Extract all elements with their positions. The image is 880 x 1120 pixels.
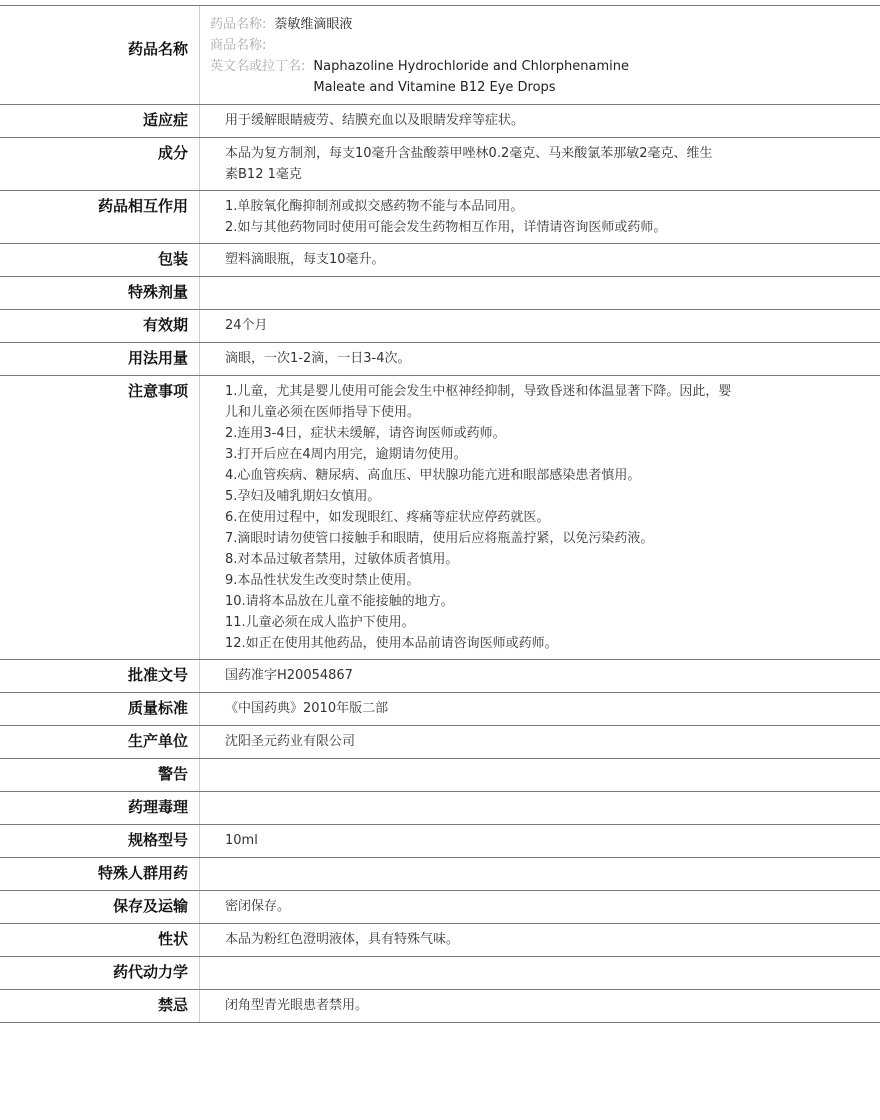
name-block bbox=[200, 6, 880, 104]
row-special-populations bbox=[0, 858, 880, 891]
english-name-value bbox=[313, 56, 629, 98]
row-value bbox=[200, 726, 880, 758]
trade-name-key: 商品名称: bbox=[210, 38, 267, 53]
value-line: 12.如正在使用其他药品，使用本品前请咨询医师或药师。 bbox=[225, 636, 558, 651]
row-label: 性状 bbox=[0, 924, 200, 956]
row-value bbox=[200, 191, 880, 243]
row-value bbox=[200, 891, 880, 923]
trade-name-line bbox=[210, 35, 880, 56]
row-value bbox=[200, 244, 880, 276]
row-specification bbox=[0, 825, 880, 858]
value-line: 24个月 bbox=[225, 318, 268, 333]
row-pharmacology-toxicology bbox=[0, 792, 880, 825]
row-value bbox=[200, 660, 880, 692]
generic-name-key: 药品名称: bbox=[210, 17, 267, 32]
row-label: 包装 bbox=[0, 244, 200, 276]
row-label: 注意事项 bbox=[0, 376, 200, 659]
value-line: 9.本品性状发生改变时禁止使用。 bbox=[225, 573, 420, 588]
row-special-dosage bbox=[0, 277, 880, 310]
row-value bbox=[200, 138, 880, 190]
generic-name-line bbox=[210, 14, 880, 35]
value-line: 10ml bbox=[225, 833, 258, 848]
row-value bbox=[200, 277, 880, 309]
value-line: 1.单胺氧化酶抑制剂或拟交感药物不能与本品同用。 bbox=[225, 199, 524, 214]
value-line: 5.孕妇及哺乳期妇女慎用。 bbox=[225, 489, 381, 504]
value-line: 本品为复方制剂，每支10毫升含盐酸萘甲唑林0.2毫克、马来酸氯苯那敏2毫克、维生 bbox=[225, 146, 713, 161]
value-line: 素B12 1毫克 bbox=[225, 167, 302, 182]
row-value bbox=[200, 693, 880, 725]
row-label: 批准文号 bbox=[0, 660, 200, 692]
english-name-line bbox=[210, 56, 880, 98]
row-value bbox=[200, 792, 880, 824]
row-label: 警告 bbox=[0, 759, 200, 791]
row-label: 保存及运输 bbox=[0, 891, 200, 923]
row-contraindications bbox=[0, 990, 880, 1023]
row-label: 禁忌 bbox=[0, 990, 200, 1022]
attribute-rows bbox=[0, 105, 880, 1023]
row-appearance bbox=[0, 924, 880, 957]
row-label: 药品相互作用 bbox=[0, 191, 200, 243]
value-line: 6.在使用过程中，如发现眼红、疼痛等症状应停药就医。 bbox=[225, 510, 550, 525]
value-line: 塑料滴眼瓶，每支10毫升。 bbox=[225, 252, 385, 267]
row-value bbox=[200, 376, 880, 659]
value-line: 用于缓解眼睛疲劳、结膜充血以及眼睛发痒等症状。 bbox=[225, 113, 525, 128]
row-pharmacokinetics bbox=[0, 957, 880, 990]
value-line: 1.儿童，尤其是婴儿使用可能会发生中枢神经抑制，导致昏迷和体温显著下降。因此，婴 bbox=[225, 384, 732, 399]
row-value bbox=[200, 825, 880, 857]
value-line: 本品为粉红色澄明液体，具有特殊气味。 bbox=[225, 932, 460, 947]
row-value bbox=[200, 759, 880, 791]
value-line: 儿和儿童必须在医师指导下使用。 bbox=[225, 405, 421, 420]
row-label: 药品名称 bbox=[0, 6, 200, 104]
row-manufacturer bbox=[0, 726, 880, 759]
row-label: 药理毒理 bbox=[0, 792, 200, 824]
row-value bbox=[200, 105, 880, 137]
row-drug-interactions bbox=[0, 191, 880, 244]
value-line: 国药准字H20054867 bbox=[225, 668, 353, 683]
row-label: 适应症 bbox=[0, 105, 200, 137]
value-line: 密闭保存。 bbox=[225, 899, 291, 914]
row-value bbox=[200, 858, 880, 890]
row-drug-name bbox=[0, 6, 880, 105]
drug-info-table bbox=[0, 5, 880, 1023]
row-approval-number bbox=[0, 660, 880, 693]
row-dosage bbox=[0, 343, 880, 376]
row-warning bbox=[0, 759, 880, 792]
english-name-key: 英文名或拉丁名: bbox=[210, 59, 306, 74]
row-label: 规格型号 bbox=[0, 825, 200, 857]
generic-name-value: 萘敏维滴眼液 bbox=[274, 17, 353, 32]
value-line: 2.连用3-4日，症状未缓解，请咨询医师或药师。 bbox=[225, 426, 506, 441]
row-label: 质量标准 bbox=[0, 693, 200, 725]
row-value bbox=[200, 310, 880, 342]
row-label: 用法用量 bbox=[0, 343, 200, 375]
value-line: 11.儿童必须在成人监护下使用。 bbox=[225, 615, 415, 630]
row-value bbox=[200, 957, 880, 989]
row-label: 药代动力学 bbox=[0, 957, 200, 989]
value-line: 4.心血管疾病、糖尿病、高血压、甲状腺功能亢进和眼部感染患者慎用。 bbox=[225, 468, 641, 483]
value-line: 10.请将本品放在儿童不能接触的地方。 bbox=[225, 594, 454, 609]
english-name-line-2: Maleate and Vitamine B12 Eye Drops bbox=[313, 80, 556, 95]
row-storage-transport bbox=[0, 891, 880, 924]
row-value bbox=[200, 924, 880, 956]
row-shelf-life bbox=[0, 310, 880, 343]
english-name-line-1: Naphazoline Hydrochloride and Chlorphenamine bbox=[313, 59, 629, 74]
row-label: 成分 bbox=[0, 138, 200, 190]
value-line: 3.打开后应在4周内用完，逾期请勿使用。 bbox=[225, 447, 467, 462]
row-ingredients bbox=[0, 138, 880, 191]
row-value bbox=[200, 990, 880, 1022]
row-packaging bbox=[0, 244, 880, 277]
row-label: 特殊人群用药 bbox=[0, 858, 200, 890]
value-line: 沈阳圣元药业有限公司 bbox=[225, 734, 356, 749]
value-line: 滴眼，一次1-2滴，一日3-4次。 bbox=[225, 351, 411, 366]
row-label: 有效期 bbox=[0, 310, 200, 342]
row-quality-standard bbox=[0, 693, 880, 726]
value-line: 8.对本品过敏者禁用，过敏体质者慎用。 bbox=[225, 552, 459, 567]
row-precautions bbox=[0, 376, 880, 660]
value-line: 2.如与其他药物同时使用可能会发生药物相互作用，详情请咨询医师或药师。 bbox=[225, 220, 667, 235]
value-line: 《中国药典》2010年版二部 bbox=[225, 701, 389, 716]
value-line: 闭角型青光眼患者禁用。 bbox=[225, 998, 369, 1013]
row-label: 特殊剂量 bbox=[0, 277, 200, 309]
row-indications bbox=[0, 105, 880, 138]
value-line: 7.滴眼时请勿使管口接触手和眼睛，使用后应将瓶盖拧紧，以免污染药液。 bbox=[225, 531, 654, 546]
row-label: 生产单位 bbox=[0, 726, 200, 758]
row-value bbox=[200, 343, 880, 375]
